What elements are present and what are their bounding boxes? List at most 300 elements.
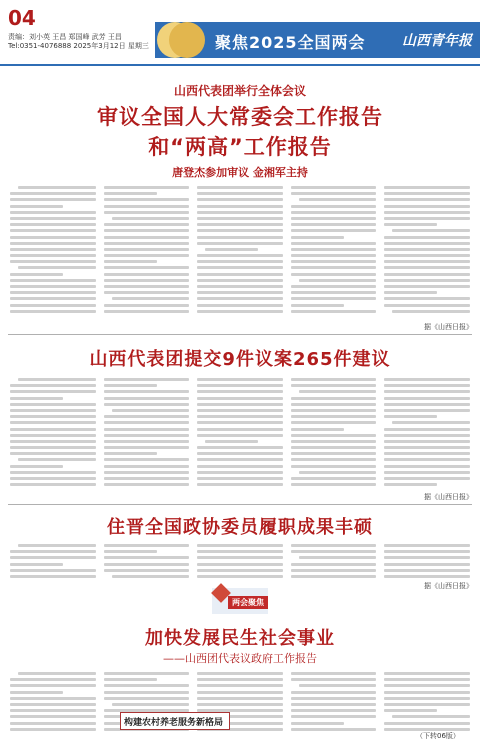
text-column [291, 378, 377, 488]
text-line [384, 672, 470, 675]
story1-headline-line2: 和“两高”工作报告 [148, 135, 332, 159]
text-line [104, 384, 157, 387]
text-line [10, 728, 96, 731]
text-line [384, 403, 470, 406]
text-line [291, 452, 377, 455]
text-line [10, 205, 63, 208]
text-line [197, 563, 283, 566]
text-line [291, 691, 377, 694]
continued-note: （下转06版） [416, 732, 460, 740]
text-line [384, 678, 470, 681]
text-line [104, 192, 157, 195]
text-line [104, 279, 190, 282]
text-line [197, 273, 283, 276]
text-line [197, 279, 283, 282]
text-line [10, 403, 96, 406]
text-line [291, 715, 377, 718]
text-line [291, 465, 377, 468]
text-line [197, 211, 283, 214]
text-line [384, 544, 470, 547]
text-line [10, 556, 96, 559]
text-line [291, 678, 377, 681]
newspaper-logo: 山西青年报 [402, 33, 472, 49]
inline-tag: 构建农村养老服务新格局 [124, 718, 224, 728]
text-line [291, 192, 377, 195]
text-line [197, 229, 283, 232]
text-line [197, 544, 283, 547]
text-line [291, 304, 344, 307]
text-line [197, 198, 283, 201]
text-line [291, 378, 377, 381]
text-line [291, 563, 377, 566]
text-line [384, 254, 470, 257]
text-line [197, 186, 283, 189]
text-line [291, 550, 377, 553]
text-line [10, 483, 96, 486]
text-column [384, 672, 470, 734]
text-line [197, 384, 283, 387]
text-line [104, 421, 190, 424]
text-line [197, 550, 283, 553]
text-line [10, 236, 96, 239]
text-line [384, 217, 470, 220]
text-line [104, 428, 190, 431]
text-line [197, 703, 283, 706]
text-line [104, 390, 190, 393]
text-line [10, 291, 96, 294]
text-line [384, 242, 470, 245]
text-line [384, 297, 470, 300]
text-line [104, 544, 190, 547]
text-line [384, 563, 470, 566]
text-line [10, 198, 96, 201]
text-line [197, 672, 283, 675]
text-line [10, 304, 96, 307]
cppcc-emblem-icon [169, 22, 205, 58]
text-line [392, 229, 470, 232]
text-line [197, 403, 283, 406]
text-line [10, 223, 96, 226]
text-line [291, 297, 377, 300]
text-line [291, 285, 377, 288]
text-line [104, 697, 190, 700]
text-line [197, 260, 283, 263]
text-line [291, 544, 377, 547]
text-line [291, 291, 377, 294]
text-line [384, 236, 470, 239]
story3-source: 据《山西日报》 [424, 582, 473, 590]
text-line [10, 285, 96, 288]
text-line [104, 186, 190, 189]
story1-kicker: 山西代表团举行全体会议 [173, 84, 306, 98]
text-line [104, 452, 157, 455]
text-line [197, 242, 283, 245]
text-line [384, 465, 470, 468]
text-line [197, 575, 283, 578]
text-line [384, 483, 437, 486]
text-line [197, 483, 283, 486]
text-line [10, 678, 96, 681]
text-line [291, 483, 377, 486]
text-line [384, 273, 470, 276]
text-line [10, 697, 96, 700]
text-line [104, 477, 190, 480]
text-line [384, 550, 470, 553]
text-line [10, 297, 96, 300]
text-line [104, 684, 190, 687]
text-line [291, 266, 377, 269]
text-column [10, 672, 96, 734]
text-line [384, 458, 470, 461]
text-line [10, 428, 96, 431]
text-line [291, 728, 377, 731]
text-line [104, 691, 190, 694]
text-line [104, 563, 190, 566]
story3-headline: 住晋全国政协委员履职成果丰硕 [107, 517, 373, 538]
text-line [299, 684, 377, 687]
text-line [104, 483, 190, 486]
text-column [291, 544, 377, 578]
text-line [384, 471, 470, 474]
text-line [104, 205, 190, 208]
text-column [197, 378, 283, 488]
text-line [384, 192, 470, 195]
text-line [291, 434, 377, 437]
text-line [197, 378, 283, 381]
text-line [18, 266, 96, 269]
text-line [299, 198, 377, 201]
text-line [104, 266, 190, 269]
text-line [197, 285, 283, 288]
text-line [384, 285, 470, 288]
text-line [10, 550, 96, 553]
text-line [10, 260, 96, 263]
text-line [384, 223, 437, 226]
text-line [291, 703, 377, 706]
text-line [104, 465, 190, 468]
text-line [197, 471, 283, 474]
text-line [299, 390, 377, 393]
text-line [104, 678, 157, 681]
story2-body [10, 378, 470, 488]
text-line [104, 223, 190, 226]
editor-info [8, 33, 149, 51]
text-line [299, 556, 377, 559]
text-line [291, 397, 377, 400]
text-line [291, 248, 377, 251]
page-number: 04 [8, 6, 36, 30]
story3-body [10, 544, 470, 578]
text-line [384, 384, 470, 387]
banner-title: 聚焦2025全国两会 [215, 33, 366, 52]
text-line [104, 569, 190, 572]
text-line [384, 452, 470, 455]
text-line [291, 260, 377, 263]
text-line [384, 722, 470, 725]
text-line [10, 563, 63, 566]
text-line [205, 440, 258, 443]
text-line [197, 697, 283, 700]
text-line [205, 248, 258, 251]
text-line [197, 465, 283, 468]
text-line [104, 556, 190, 559]
text-line [104, 403, 190, 406]
text-line [10, 434, 96, 437]
text-column [104, 544, 190, 578]
text-line [112, 409, 190, 412]
text-line [10, 242, 96, 245]
text-line [10, 440, 96, 443]
text-line [197, 428, 283, 431]
story4-body [10, 672, 470, 734]
text-line [10, 248, 96, 251]
text-line [384, 691, 470, 694]
text-line [10, 446, 96, 449]
section-divider [8, 334, 472, 335]
text-line [197, 415, 283, 418]
text-line [384, 198, 470, 201]
text-line [299, 279, 377, 282]
text-line [197, 458, 283, 461]
text-line [104, 254, 190, 257]
text-line [197, 266, 283, 269]
text-line [291, 205, 377, 208]
text-line [384, 440, 470, 443]
text-line [10, 217, 96, 220]
text-line [291, 458, 377, 461]
text-column [291, 186, 377, 314]
text-column [197, 186, 283, 314]
text-line [291, 428, 344, 431]
text-line [197, 390, 283, 393]
header-rule [0, 64, 480, 66]
text-line [104, 211, 190, 214]
text-column [384, 186, 470, 314]
text-line [384, 378, 470, 381]
text-column [10, 544, 96, 578]
text-line [291, 310, 377, 313]
text-line [197, 217, 283, 220]
text-line [10, 390, 96, 393]
text-line [18, 544, 96, 547]
text-line [104, 415, 190, 418]
text-line [18, 672, 96, 675]
text-line [104, 273, 190, 276]
text-line [197, 254, 283, 257]
text-line [10, 575, 96, 578]
text-line [10, 211, 96, 214]
text-line [10, 273, 63, 276]
text-line [384, 477, 470, 480]
text-line [197, 452, 283, 455]
text-line [384, 415, 437, 418]
text-line [291, 421, 377, 424]
text-line [10, 684, 96, 687]
text-line [384, 446, 470, 449]
text-column [291, 672, 377, 734]
text-line [112, 297, 190, 300]
text-line [112, 703, 190, 706]
text-line [291, 273, 377, 276]
text-line [197, 297, 283, 300]
text-line [197, 304, 283, 307]
text-line [197, 556, 283, 559]
text-line [10, 471, 96, 474]
text-line [104, 236, 190, 239]
text-line [291, 211, 377, 214]
text-line [197, 291, 283, 294]
text-line [104, 304, 190, 307]
text-line [104, 378, 190, 381]
text-line [384, 186, 470, 189]
text-line [384, 260, 470, 263]
text-line [384, 205, 470, 208]
text-line [197, 223, 283, 226]
text-line [10, 254, 96, 257]
text-line [197, 691, 283, 694]
text-line [197, 397, 283, 400]
text-line [291, 722, 344, 725]
text-line [10, 703, 96, 706]
text-line [197, 446, 283, 449]
text-line [10, 722, 96, 725]
text-line [104, 672, 190, 675]
text-line [104, 248, 190, 251]
text-line [291, 236, 344, 239]
text-line [197, 678, 283, 681]
text-line [104, 446, 190, 449]
text-line [10, 709, 96, 712]
text-line [384, 569, 470, 572]
text-line [104, 458, 190, 461]
text-line [384, 397, 470, 400]
text-line [291, 672, 377, 675]
text-line [197, 310, 283, 313]
text-line [10, 715, 96, 718]
text-line [197, 684, 283, 687]
text-line [10, 192, 96, 195]
text-line [10, 384, 96, 387]
text-line [104, 434, 190, 437]
text-line [10, 691, 63, 694]
text-line [392, 421, 470, 424]
text-line [291, 217, 377, 220]
text-line [104, 440, 190, 443]
text-line [10, 421, 96, 424]
text-line [197, 236, 283, 239]
date-line: Tel:0351-4076888 2025年3月12日 星期三 [8, 42, 149, 50]
text-line [104, 471, 190, 474]
text-line [384, 390, 470, 393]
text-line [384, 575, 470, 578]
text-line [104, 310, 190, 313]
text-line [291, 223, 377, 226]
text-line [10, 415, 96, 418]
text-line [10, 229, 96, 232]
text-line [384, 279, 470, 282]
text-line [299, 471, 377, 474]
text-line [197, 434, 283, 437]
text-line [392, 310, 470, 313]
text-line [384, 428, 470, 431]
text-line [104, 242, 190, 245]
text-column [384, 378, 470, 488]
story2-headline: 山西代表团提交9件议案265件建议 [89, 349, 391, 370]
text-line [291, 446, 377, 449]
text-line [291, 229, 377, 232]
text-line [384, 248, 470, 251]
text-line [291, 569, 377, 572]
text-line [291, 709, 377, 712]
story1-subheadline: 唐登杰参加审议 金湘军主持 [172, 166, 308, 179]
text-line [384, 684, 470, 687]
text-line [112, 217, 190, 220]
text-line [384, 409, 470, 412]
text-line [197, 477, 283, 480]
text-column [10, 378, 96, 488]
text-line [384, 266, 470, 269]
story4-subheadline: ——山西团代表议政府工作报告 [163, 652, 317, 665]
text-line [10, 452, 96, 455]
text-line [104, 229, 190, 232]
story1-body [10, 186, 470, 314]
text-line [291, 409, 377, 412]
text-line [112, 575, 190, 578]
text-line [384, 697, 470, 700]
editor-line: 责编：刘小英 王昌 郑国峰 武芳 王昌 [8, 33, 122, 41]
text-line [291, 254, 377, 257]
text-line [384, 434, 470, 437]
text-line [384, 556, 470, 559]
text-line [197, 205, 283, 208]
text-line [384, 304, 470, 307]
text-line [291, 575, 377, 578]
text-line [104, 397, 190, 400]
text-line [197, 569, 283, 572]
text-line [291, 403, 377, 406]
text-line [10, 310, 96, 313]
page-header [0, 0, 480, 66]
text-column [10, 186, 96, 314]
text-line [291, 186, 377, 189]
text-line [10, 279, 96, 282]
text-line [197, 421, 283, 424]
section-badge: 两会聚焦 [228, 596, 268, 609]
text-line [291, 242, 377, 245]
text-line [384, 211, 470, 214]
text-column [384, 544, 470, 578]
text-line [384, 291, 437, 294]
story1-source: 据《山西日报》 [424, 323, 473, 331]
section-divider [8, 504, 472, 505]
text-line [18, 186, 96, 189]
story1-headline-line1: 审议全国人大常委会工作报告 [97, 105, 383, 129]
story2-source: 据《山西日报》 [424, 493, 473, 501]
text-line [384, 703, 470, 706]
text-line [10, 409, 96, 412]
text-line [104, 260, 157, 263]
text-line [104, 291, 190, 294]
text-line [104, 198, 190, 201]
text-column [197, 544, 283, 578]
text-line [10, 477, 96, 480]
text-line [291, 477, 377, 480]
text-line [104, 285, 190, 288]
text-column [104, 186, 190, 314]
text-column [104, 378, 190, 488]
text-line [18, 458, 96, 461]
text-line [197, 409, 283, 412]
